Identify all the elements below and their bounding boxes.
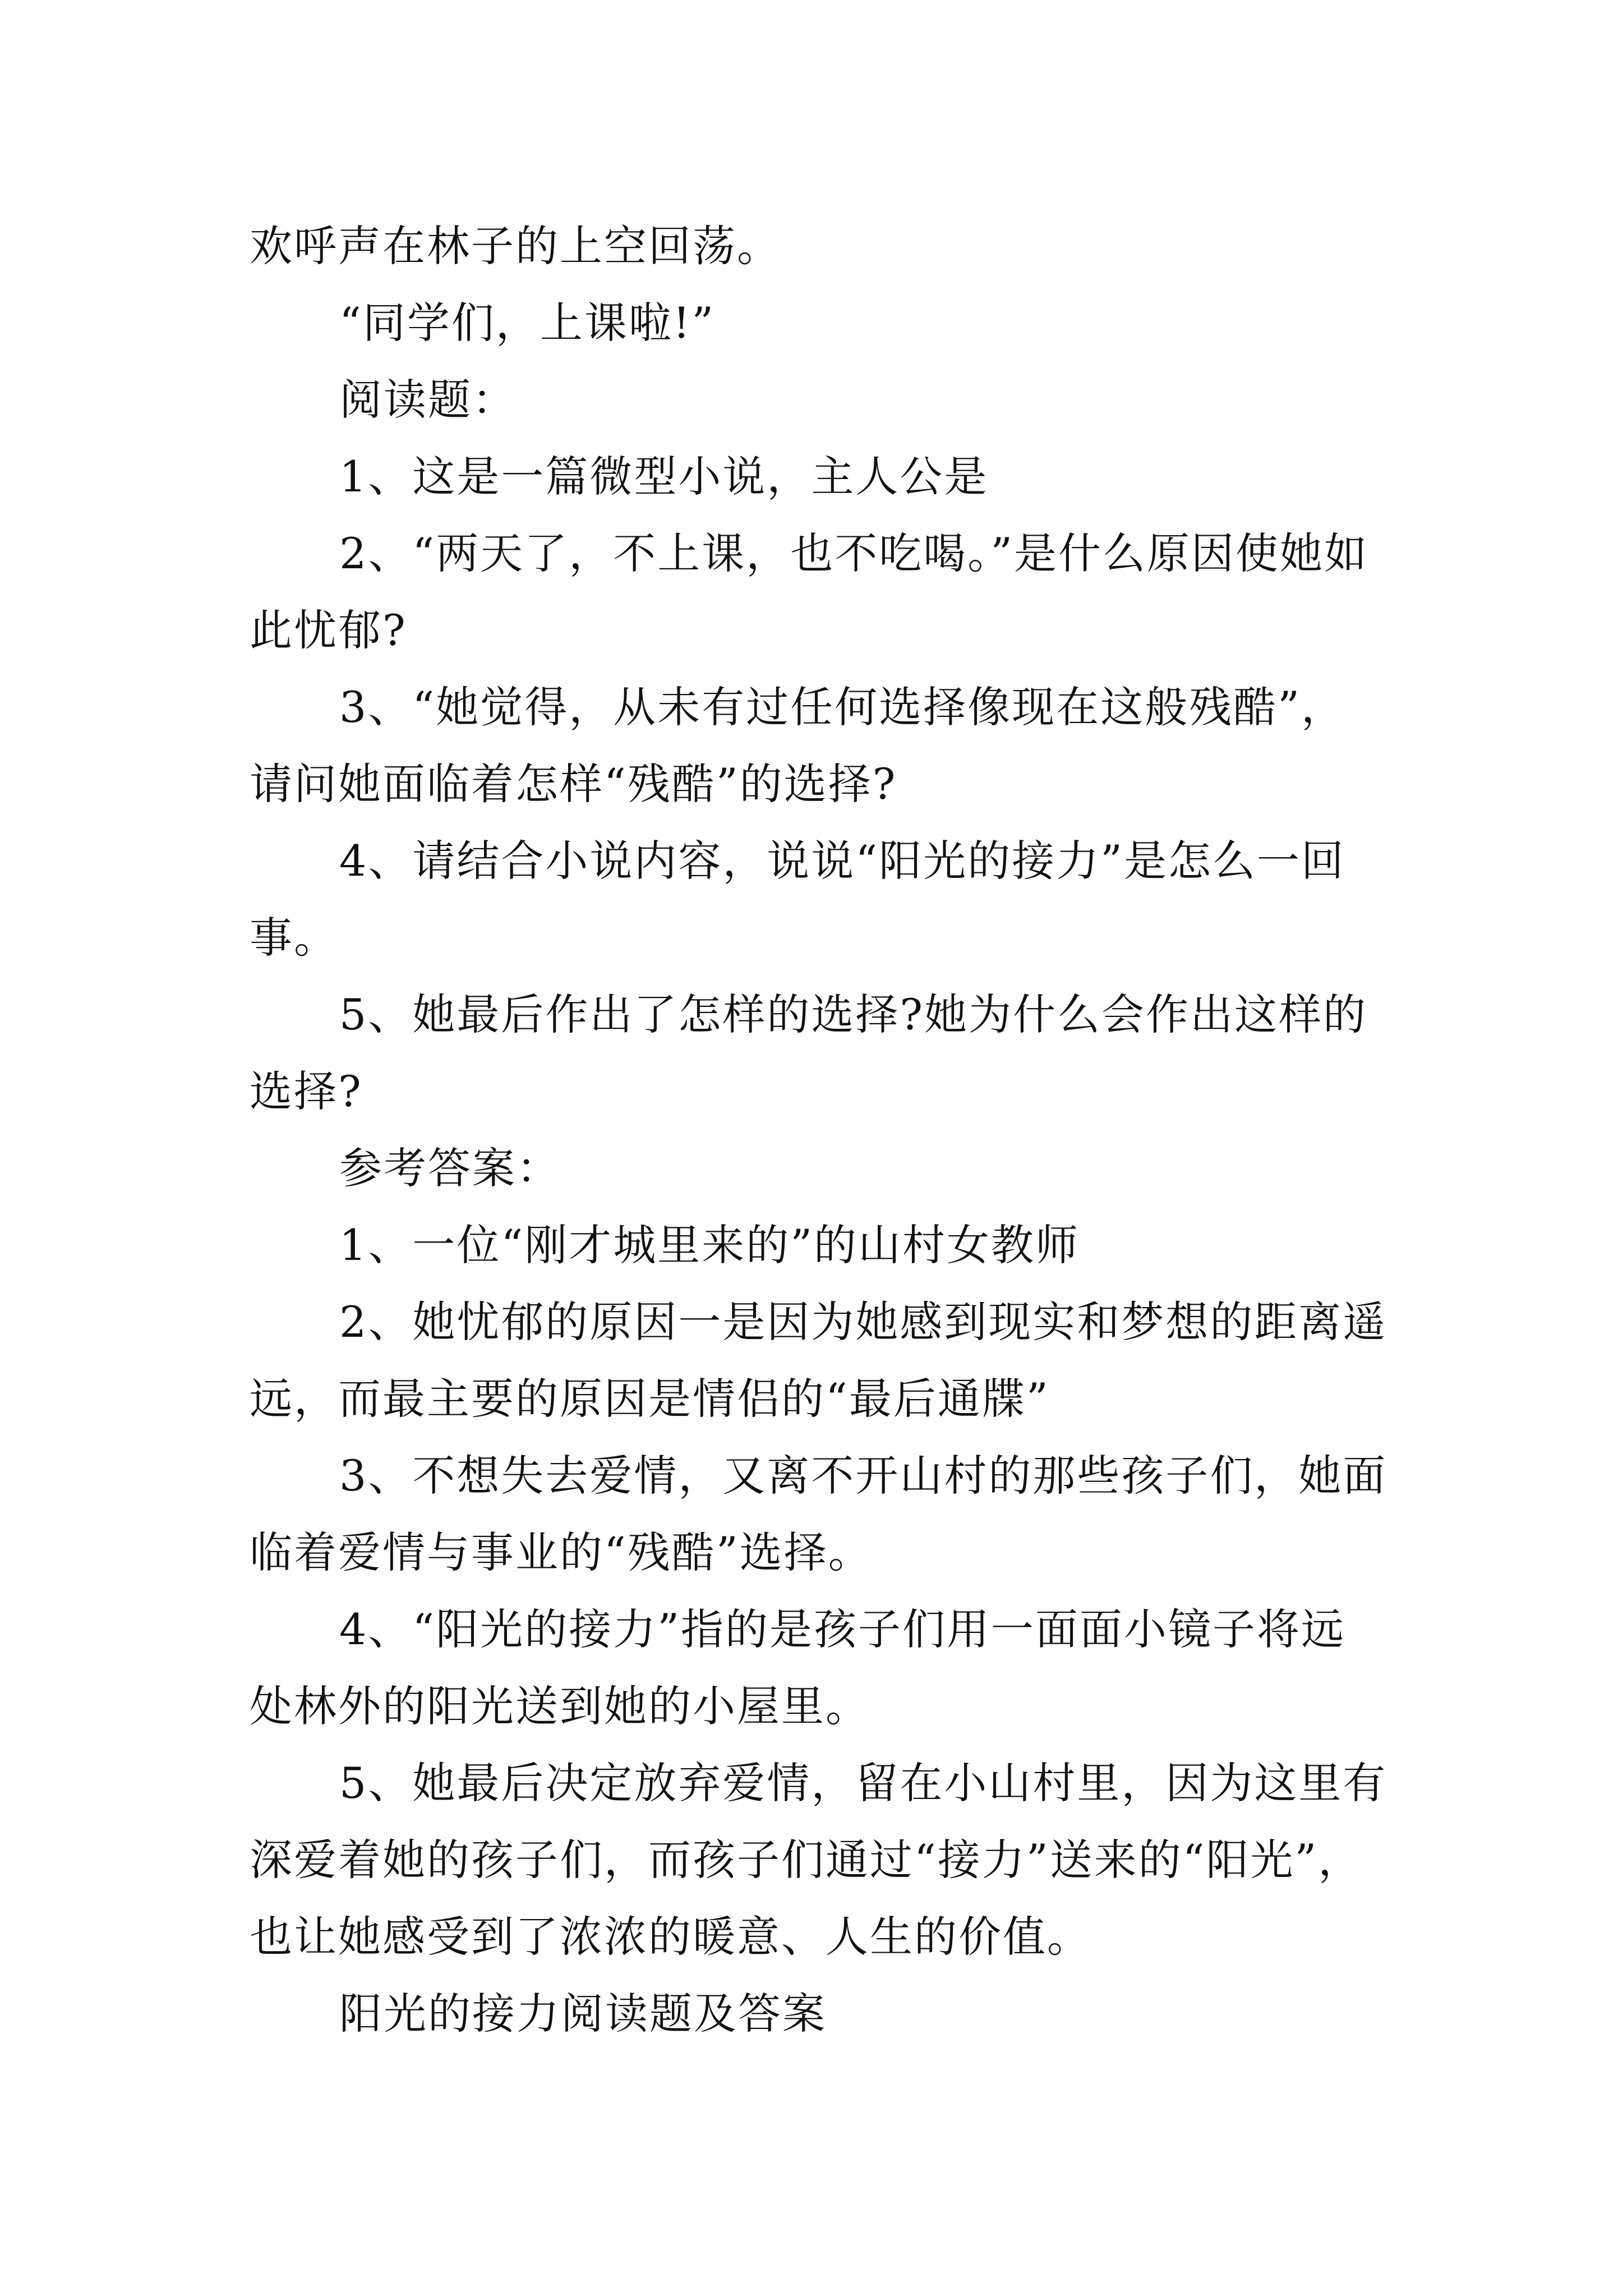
question-4: 4、请结合小说内容，说说“阳光的接力”是怎么一回事。 [250, 836, 1346, 963]
paragraph-opening: 欢呼声在林子的上空回荡。 [250, 221, 781, 271]
closing-title: 阳光的接力阅读题及答案 [339, 1989, 827, 2039]
answers-heading: 参考答案： [339, 1143, 561, 1193]
answer-5: 5、她最后决定放弃爱情，留在小山村里，因为这里有深爱着她的孩子们，而孩子们通过“接力”送来的“阳光”，也让她感受到了浓浓的暖意、人生的价值。 [250, 1758, 1387, 1962]
reading-questions-heading: 阅读题： [339, 375, 517, 425]
answer-2: 2、她忧郁的原因一是因为她感到现实和梦想的距离遥远，而最主要的原因是情侣的“最后通牒” [250, 1297, 1387, 1424]
answer-1: 1、一位“刚才城里来的”的山村女教师 [339, 1220, 1080, 1270]
question-1: 1、这是一篇微型小说，主人公是 [339, 452, 989, 501]
answer-3: 3、不想失去爱情，又离不开山村的那些孩子们，她面临着爱情与事业的“残酷”选择。 [250, 1451, 1387, 1577]
document-body [250, 208, 1388, 2052]
answer-4: 4、“阳光的接力”指的是孩子们用一面面小镜子将远处林外的阳光送到她的小屋里。 [250, 1604, 1346, 1731]
paragraph-dialogue: “同学们，上课啦!” [339, 298, 716, 348]
question-3: 3、“她觉得，从未有过任何选择像现在这般残酷”，请问她面临着怎样“残酷”的选择? [250, 682, 1346, 809]
question-2: 2、“两天了，不上课，也不吃喝。”是什么原因使她如此忧郁? [250, 528, 1369, 655]
question-5: 5、她最后作出了怎样的选择?她为什么会作出这样的选择? [250, 990, 1368, 1116]
